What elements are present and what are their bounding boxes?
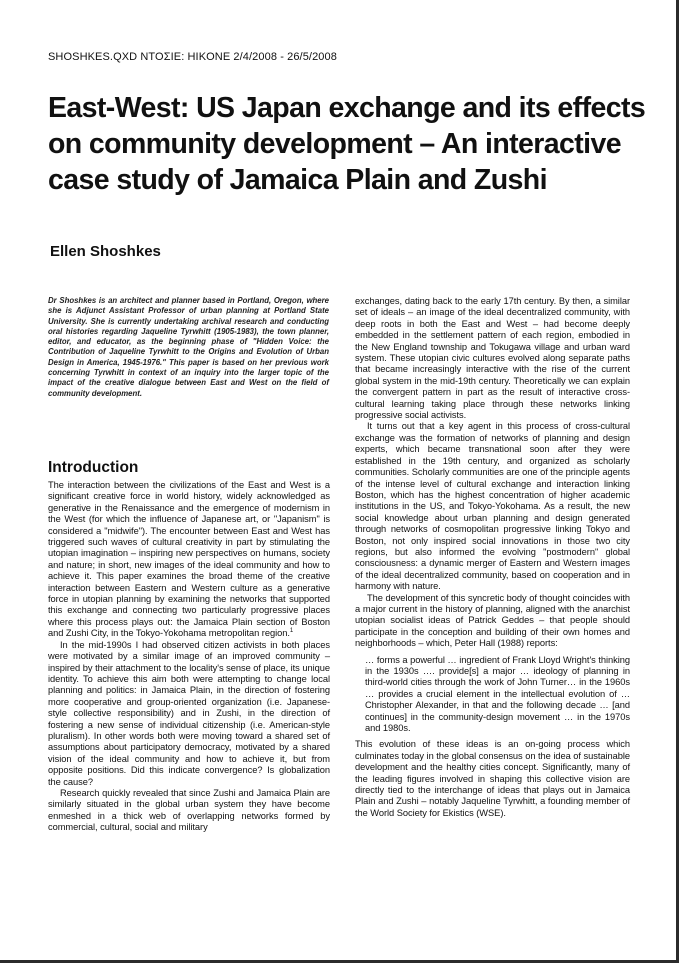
paragraph: This evolution of these ideas is an on-going process which culminates today in the global consensus on the idea of sustainable development and the healthy cities concept. Significantly, many of the leading figures involved in shaping this collective vision are directly tied to the interchange of ideas that plays out in Jamaica Plain and Zushi – notably Jaqueline Tyrwhitt, a founding member of the World Society for Ekistics (WSE). — [355, 739, 630, 818]
body-column-right — [355, 296, 630, 819]
paragraph-text: The interaction between the civilizations of the East and West is a significant creative force in world history, widely acknowledged as generative in the Renaissance and the emergence of modernism in the West (for which the influence of Japanese art, or "Japanism" is considered a "midwife"). The encounter between East and West has triggered such waves of cultural creativity in part by stimulating the utopian imagination – inspiring new perspectives on humans, society and nature; in short, new images of the ideal community and how to achieve it. This paper examines the broad theme of the creative interaction between Eastern and Western culture as a generative force in utopian planning by examining the networks that supported this exchange and connecting two particularly progressive places where this process plays out: the Jamaica Plain section of Boston and Zushi City, in the Tokyo-Yokohama metropolitan region. — [48, 480, 330, 639]
block-quote: … forms a powerful … ingredient of Frank Lloyd Wright's thinking in the 1930s …. provide[s] a major … ideology of planning in third-world cities through the work of John Turner… in the 1960s … provides a crucial element in the intellectual evolution of … Christopher Alexander, in that and the following decade … [and continues] in the community-design movement … in the 1970s and 1980s. — [365, 654, 630, 734]
footnote-marker: 1 — [289, 628, 294, 635]
paragraph: exchanges, dating back to the early 17th century. By then, a similar set of ideals – an image of the ideal decentralized community, with deep roots in both the East and West – had become deeply embedded in the settlement pattern of each region, embodied in the New England township and Tokugawa village and urban ward system. These utopian civic cultures evolved along separate paths that became increasingly interactive with the rise of the current global system in the mid-19th century. Theoretically we can explain the convergent pattern in part as the result of interactive cross-cultural learning taking place through these networks linking progressive social activists. — [355, 296, 630, 421]
paragraph: The development of this syncretic body of thought coincides with a major current in the history of planning, aligned with the anarchist utopian socialist ideas of Patrick Geddes – that people should participate in the conception and building of their own homes and neighborhoods – which, Peter Hall (1988) reports: — [355, 592, 630, 649]
paragraph: In the mid-1990s I had observed citizen activists in both places were motivated by a similar image of an improved community – inspired by their attachment to the locality's sense of place, its unique identity. To achieve this aim both were attempting to change local planning and politics: in Jamaica Plain, in the direction of fostering more cooperative and group-oriented organization (i.e. Japanese-style collective responsibility) and in Zushi, in the direction of fostering a new sense of individual citizenship (i.e. American-style pluralism). In other words both were moving toward a shared set of assumptions about participatory democracy, motivated by a shared vision of the ideal community and how to achieve it, but from opposite positions. Did this indicate convergence? Is globalization the cause? — [48, 639, 330, 787]
article-title: East-West: US Japan exchange and its effects on community development – An interactive case study of Jamaica Plain and Zushi — [48, 92, 646, 196]
paragraph: Research quickly revealed that since Zushi and Jamaica Plain are similarly situated in the global urban system they have become enmeshed in a thick web of overlapping networks formed by commercial, cultural, social and military — [48, 787, 330, 833]
section-heading-introduction: Introduction — [48, 459, 139, 476]
paragraph — [48, 480, 330, 640]
running-head: SHOSHKES.QXD ΝΤΟΣΙΕ: HIKONE 2/4/2008 - 26/5/2008 — [48, 51, 337, 63]
paragraph: It turns out that a key agent in this process of cross-cultural exchange was the formation of networks of planning and design experts, which became transnational soon after they were established in the 19th century, and organized as scholarly communities. Scholarly communities are one of the principle agents of the intense level of cultural exchange and interaction linking Boston, which has the highest concentration of higher academic institutions in the US, and Tokyo-Yokohama. As a result, the new social knowledge about urban planning and design generated through networks of cosmopolitan progressive linking Tokyo and Boston, not only inspired social innovations in those two city regions, but also informed the evolving "postmodern" global consciousness: a dynamic merger of Eastern and Western images of the ideal decentralized community, based on cooperation and in harmony with nature. — [355, 421, 630, 592]
body-column-left — [48, 480, 330, 834]
author-name: Ellen Shoshkes — [50, 243, 161, 260]
author-bio-abstract: Dr Shoshkes is an architect and planner based in Portland, Oregon, where she is Adjunct Assistant Professor of urban planning at Portland State University. She is currently undertaking archival research and conducting oral histories regarding Jaqueline Tyrwhitt (1905-1983), the town planner, editor, and educator, as the beginning phase of "Hidden Voice: the Contribution of Jaqueline Tyrwhitt to the Origins and Evolution of Urban Design in America, 1945-1976." This paper is based on her previous work concerning Tyrwhitt in context of an inquiry into the larger topic of the impact of the creative dialogue between East and West on the field of community development. — [48, 296, 329, 398]
